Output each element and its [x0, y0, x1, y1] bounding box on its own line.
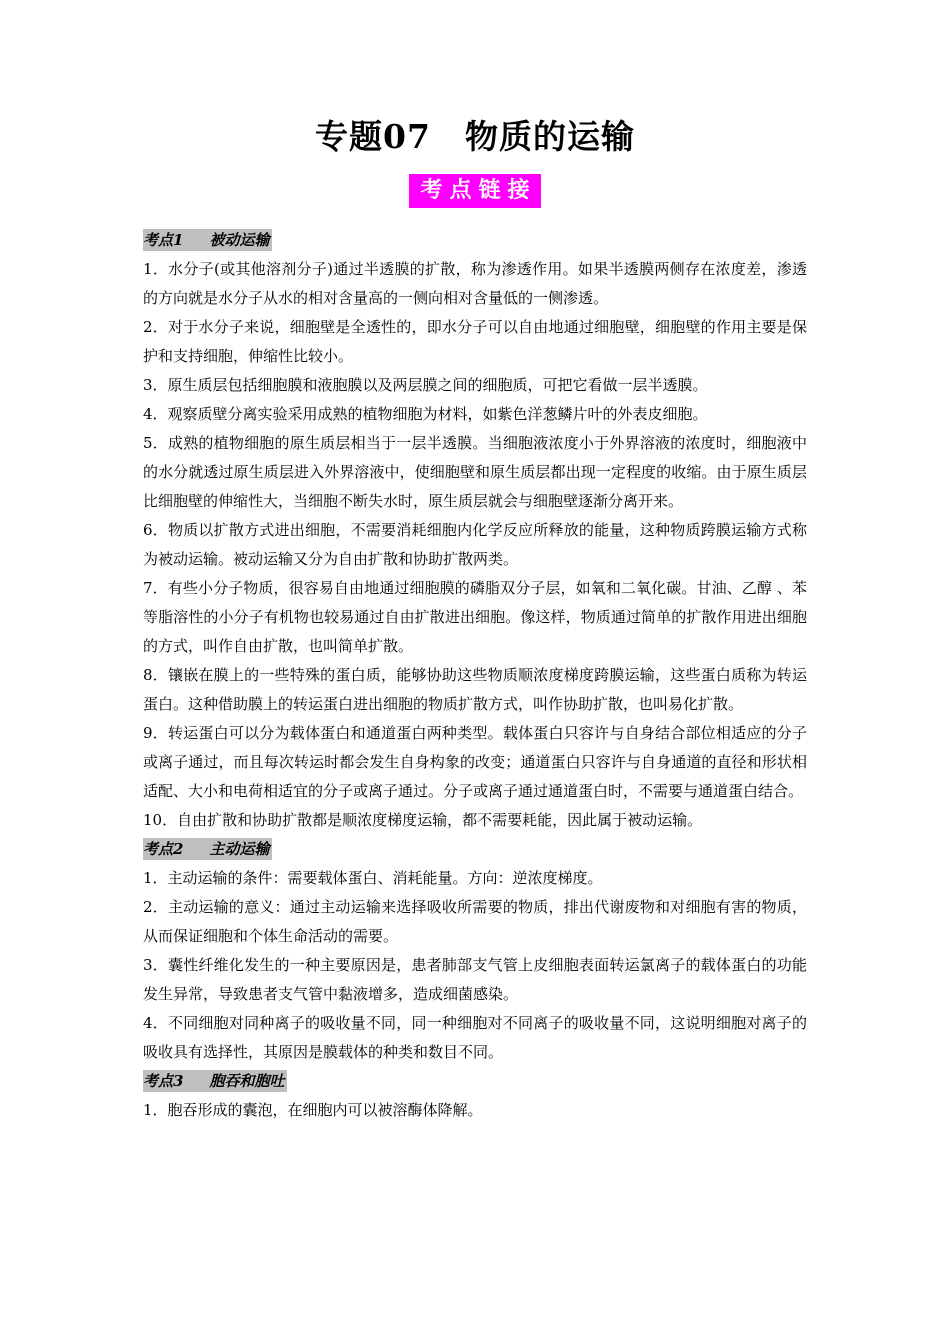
list-item: 5．成熟的植物细胞的原生质层相当于一层半透膜。当细胞液浓度小于外界溶液的浓度时，细胞液中的水分就透过原生质层进入外界溶液中，使细胞壁和原生质层都出现一定程度的收缩。由于原生质层比细胞壁的伸缩性大，当细胞不断失水时，原生质层就会与细胞壁逐渐分离开来。	[143, 434, 807, 510]
list-item: 7．有些小分子物质，很容易自由地通过细胞膜的磷脂双分子层，如氧和二氧化碳。甘油、乙醇 、苯等脂溶性的小分子有机物也较易通过自由扩散进出细胞。像这样，物质通过简单的扩散作用进出细胞的方式，叫作自由扩散，也叫简单扩散。	[143, 579, 807, 655]
section-label: 考点3	[143, 1072, 184, 1090]
section-name: 被动运输	[209, 231, 270, 249]
section-name: 胞吞和胞吐	[209, 1072, 285, 1090]
section-label: 考点1	[143, 231, 184, 249]
list-item: 2．主动运输的意义：通过主动运输来选择吸收所需要的物质，排出代谢废物和对细胞有害的物质，从而保证细胞和个体生命活动的需要。	[143, 898, 807, 945]
list-item: 1．胞吞形成的囊泡，在细胞内可以被溶酶体降解。	[143, 1101, 483, 1119]
list-item: 3．原生质层包括细胞膜和液胞膜以及两层膜之间的细胞质，可把它看做一层半透膜。	[143, 376, 708, 394]
list-item: 4．观察质壁分离实验采用成熟的植物细胞为材料，如紫色洋葱鳞片叶的外表皮细胞。	[143, 405, 708, 423]
section-heading	[143, 838, 272, 860]
section-active-transport	[143, 835, 807, 1067]
document-title: 专题07 物质的运输	[315, 117, 635, 156]
list-item: 2．对于水分子来说，细胞壁是全透性的，即水分子可以自由地通过细胞壁，细胞壁的作用主要是保护和支持细胞，伸缩性比较小。	[143, 318, 807, 365]
document-content	[143, 226, 807, 1125]
list-item: 1．水分子(或其他溶剂分子)通过半透膜的扩散，称为渗透作用。如果半透膜两侧存在浓度差，渗透的方向就是水分子从水的相对含量高的一侧向相对含量低的一侧渗透。	[143, 260, 807, 307]
section-label: 考点2	[143, 840, 184, 858]
section-name: 主动运输	[209, 840, 270, 858]
list-item: 4．不同细胞对同种离子的吸收量不同，同一种细胞对不同离子的吸收量不同，这说明细胞对离子的吸收具有选择性，其原因是膜载体的种类和数目不同。	[143, 1014, 807, 1061]
banner-wrapper	[0, 174, 950, 208]
list-item: 6．物质以扩散方式进出细胞，不需要消耗细胞内化学反应所释放的能量，这种物质跨膜运输方式称为被动运输。被动运输又分为自由扩散和协助扩散两类。	[143, 521, 807, 568]
list-item: 8．镶嵌在膜上的一些特殊的蛋白质，能够协助这些物质顺浓度梯度跨膜运输，这些蛋白质称为转运蛋白。这种借助膜上的转运蛋白进出细胞的物质扩散方式，叫作协助扩散，也叫易化扩散。	[143, 666, 807, 713]
list-item: 3．囊性纤维化发生的一种主要原因是，患者肺部支气管上皮细胞表面转运氯离子的载体蛋白的功能发生异常，导致患者支气管中黏液增多，造成细菌感染。	[143, 956, 807, 1003]
section-banner: 考点链接	[409, 174, 540, 208]
list-item: 10．自由扩散和协助扩散都是顺浓度梯度运输，都不需要耗能，因此属于被动运输。	[143, 811, 703, 829]
section-heading	[143, 1070, 287, 1092]
section-passive-transport	[143, 226, 807, 835]
section-endocytosis-exocytosis	[143, 1067, 807, 1125]
list-item: 9．转运蛋白可以分为载体蛋白和通道蛋白两种类型。载体蛋白只容许与自身结合部位相适应的分子或离子通过，而且每次转运时都会发生自身构象的改变；通道蛋白只容许与自身通道的直径和形状相适配、大小和电荷相适宜的分子或离子通过。分子或离子通过通道蛋白时，不需要与通道蛋白结合。	[143, 724, 807, 800]
section-heading	[143, 229, 272, 251]
list-item: 1．主动运输的条件：需要载体蛋白、消耗能量。方向：逆浓度梯度。	[143, 869, 603, 887]
